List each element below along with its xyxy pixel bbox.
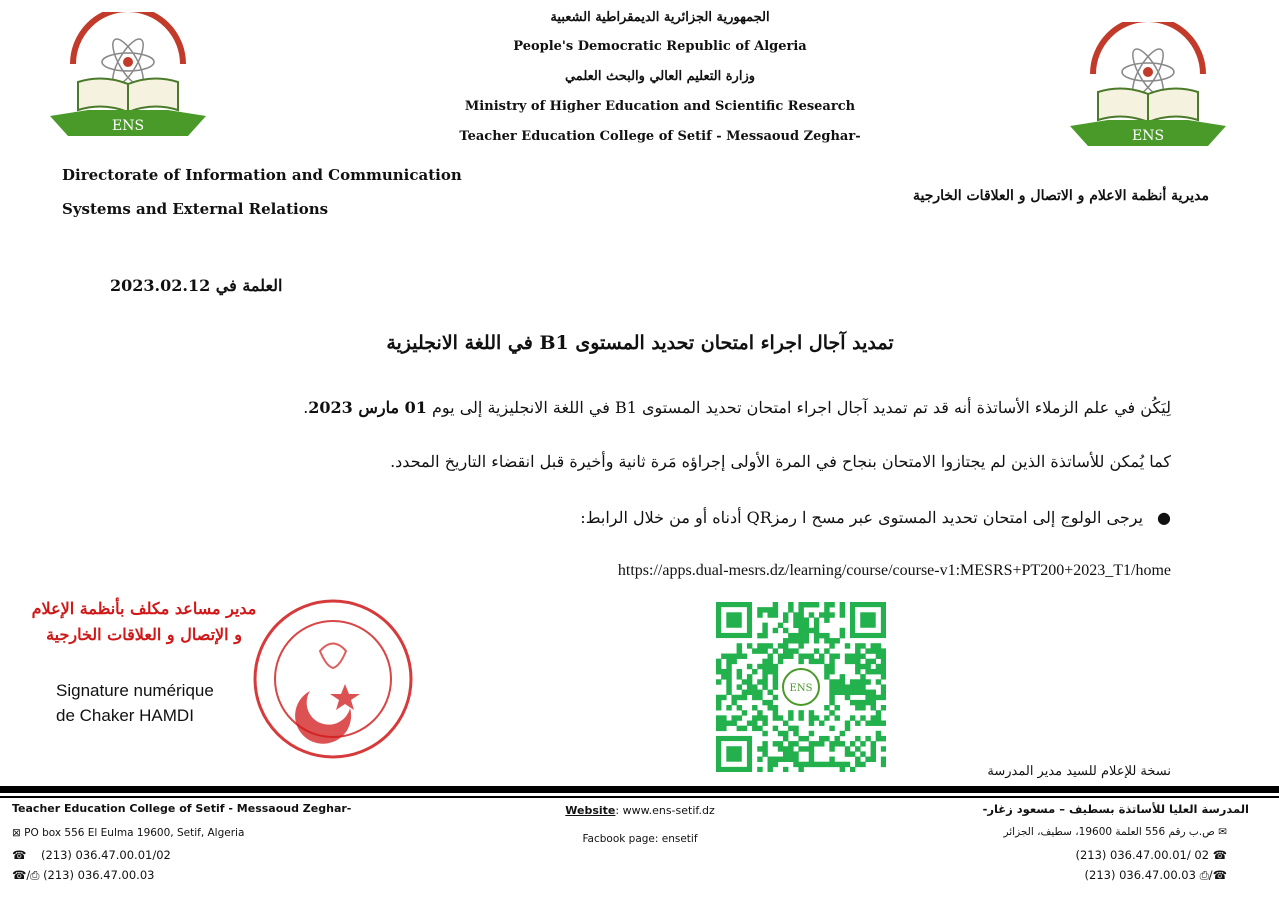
directorate-en-line2: Systems and External Relations <box>62 200 329 218</box>
footer-right-phone: (213) 036.47.00.01/ 02 ☎ <box>1075 848 1227 862</box>
header-en-college: Teacher Education College of Setif - Messaoud Zeghar- <box>459 129 861 144</box>
college-logo-right <box>1068 22 1228 162</box>
signature-ar-title-line1: مدير مساعد مكلف بأنظمة الإعلام <box>31 599 257 618</box>
footer-divider-thin <box>0 796 1279 798</box>
svg-text:ENS: ENS <box>1131 128 1165 144</box>
footer-right-address: ✉ ص.ب رقم 556 العلمة 19600، سطيف، الجزائر <box>1003 826 1227 838</box>
header-en-ministry: Ministry of Higher Education and Scientific Research <box>464 99 856 114</box>
svg-text:ENS: ENS <box>111 118 145 134</box>
header-ar-ministry: وزارة التعليم العالي والبحث العلمي <box>564 69 756 84</box>
document-date: العلمة في 2023.02.12 <box>110 276 283 295</box>
footer-right-name: المدرسة العليا للأساتذة بسطيف – مسعود زغار- <box>982 802 1249 816</box>
footer-left-phone: ☎ (213) 036.47.00.01/02 <box>12 848 171 862</box>
footer-left-name: Teacher Education College of Setif - Messaoud Zeghar- <box>12 802 352 815</box>
qr-code[interactable] <box>716 602 886 772</box>
header-en-republic: People's Democratic Republic of Algeria <box>513 39 807 54</box>
footer-divider-thick <box>0 786 1279 793</box>
phone-icon: ☎ <box>12 848 27 862</box>
course-link[interactable]: https://apps.dual-mesrs.dz/learning/course/course-v1:MESRS+PT200+2023_T1/home <box>617 562 1171 579</box>
signature-ar-title <box>24 596 264 648</box>
signature-ar-title-line2: و الإتصال و العلاقات الخارجية <box>46 625 242 644</box>
digital-signature-line1: Signature numérique <box>56 681 214 700</box>
directorate-ar: مديرية أنظمة الاعلام و الاتصال و العلاقات الخارجية <box>913 188 1209 204</box>
mail-icon: ✉ <box>1218 826 1227 838</box>
bullet-icon: ● <box>1157 508 1171 527</box>
phone-icon: ☎ <box>1212 848 1227 862</box>
footer-left-fax: ☎/⎙ (213) 036.47.00.03 <box>12 868 155 882</box>
official-stamp <box>250 596 416 762</box>
college-logo-left <box>48 12 208 152</box>
digital-signature-line2: de Chaker HAMDI <box>56 706 194 725</box>
footer-facebook[interactable]: Facbook page: ensetif <box>582 833 698 845</box>
copy-note: نسخة للإعلام للسيد مدير المدرسة <box>987 764 1171 779</box>
document-title: تمديد آجال اجراء امتحان تحديد المستوى B1 في اللغة الانجليزية <box>386 332 894 354</box>
body-bullet: ●يرجى الولوج إلى امتحان تحديد المستوى عبر مسح ا رمزQR أدناه أو من خلال الرابط: <box>580 508 1171 527</box>
footer-website[interactable]: Website: www.ens-setif.dz <box>565 804 715 817</box>
phone-fax-icon: ☎/⎙ <box>12 868 40 882</box>
footer-left-address: ⊠ PO box 556 El Eulma 19600, Setif, Algeria <box>12 827 245 839</box>
mailbox-icon: ⊠ <box>12 827 21 839</box>
footer-right-fax: (213) 036.47.00.03 ⎙/☎ <box>1084 868 1227 882</box>
body-paragraph-1: لِيَكُن في علم الزملاء الأساتذة أنه قد تم تمديد آجال اجراء امتحان تحديد المستوى B1 في اللغة الانجليزية إلى يوم 01 مارس 2023. <box>303 398 1171 417</box>
body-paragraph-2: كما يُمكن للأساتذة الذين لم يجتازوا الامتحان بنجاح في المرة الأولى إجراؤه مَرة ثانية وأخيرة قبل انقضاء التاريخ المحدد. <box>390 452 1171 471</box>
digital-signature-text <box>56 678 214 728</box>
phone-fax-icon: ⎙/☎ <box>1199 868 1227 882</box>
header-ar-republic: الجمهورية الجزائرية الديمقراطية الشعبية <box>550 10 770 25</box>
qr-center-logo-text: ENS <box>789 683 813 694</box>
directorate-en-line1: Directorate of Information and Communication <box>62 166 462 184</box>
